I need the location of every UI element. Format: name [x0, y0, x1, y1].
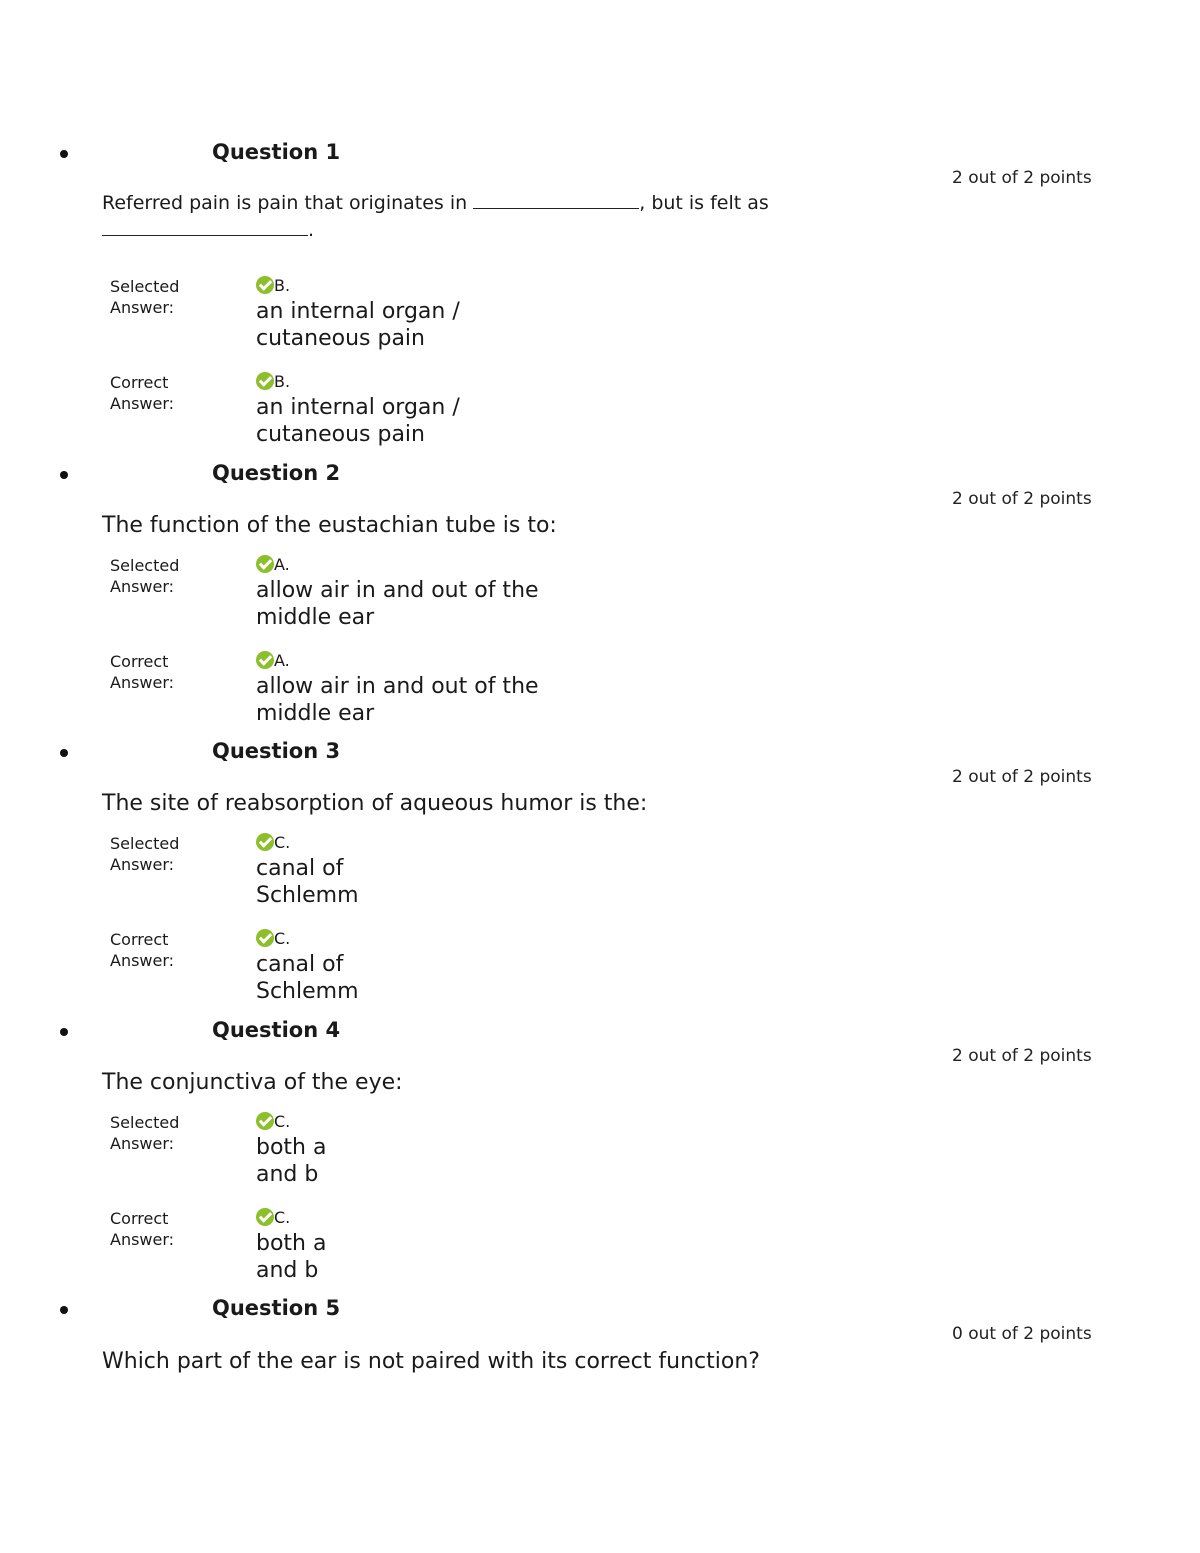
correct-answer-text: canal of Schlemm — [256, 952, 359, 1004]
correct-answer-label: Correct Answer: — [110, 373, 175, 413]
question-title: Question 3 — [212, 739, 341, 763]
question-text: Which part of the ear is not paired with its correct function? — [102, 1349, 760, 1374]
selected-answer-letter: A. — [256, 555, 290, 575]
correct-answer-letter: C. — [256, 929, 290, 949]
check-circle-icon — [256, 929, 274, 947]
selected-answer-label: Selected Answer: — [110, 1113, 180, 1153]
selected-answer-letter: B. — [256, 276, 290, 296]
selected-answer-letter: C. — [256, 1112, 290, 1132]
points-score: 2 out of 2 points — [952, 489, 1092, 509]
selected-answer-text: both a and b — [256, 1135, 327, 1187]
correct-answer-text: allow air in and out of the middle ear — [256, 674, 539, 726]
selected-answer-text: canal of Schlemm — [256, 856, 359, 908]
selected-answer-label: Selected Answer: — [110, 834, 180, 874]
points-score: 2 out of 2 points — [952, 767, 1092, 787]
correct-answer-text: an internal organ / cutaneous pain — [256, 395, 460, 447]
bullet — [60, 471, 68, 479]
question-title: Question 4 — [212, 1018, 341, 1042]
points-score: 2 out of 2 points — [952, 1046, 1092, 1066]
question-text — [102, 190, 822, 244]
question-text-part: Referred pain is pain that originates in — [102, 192, 474, 214]
question-title: Question 5 — [212, 1296, 341, 1320]
selected-answer-text: an internal organ / cutaneous pain — [256, 299, 460, 351]
selected-answer-label: Selected Answer: — [110, 556, 180, 596]
correct-answer-letter: B. — [256, 372, 290, 392]
correct-answer-label: Correct Answer: — [110, 1209, 175, 1249]
correct-answer-letter: C. — [256, 1208, 290, 1228]
question-text: The site of reabsorption of aqueous humor is the: — [102, 791, 648, 816]
correct-answer-label: Correct Answer: — [110, 930, 175, 970]
selected-answer-label: Selected Answer: — [110, 277, 180, 317]
points-score: 0 out of 2 points — [952, 1324, 1092, 1344]
selected-answer-letter: C. — [256, 833, 290, 853]
question-title: Question 1 — [212, 140, 341, 164]
check-circle-icon — [256, 555, 274, 573]
check-circle-icon — [256, 833, 274, 851]
question-text-part: , but is felt as — [639, 192, 769, 214]
question-title: Question 2 — [212, 461, 341, 485]
question-text: The function of the eustachian tube is to: — [102, 513, 557, 538]
bullet — [60, 1028, 68, 1036]
selected-answer-text: allow air in and out of the middle ear — [256, 578, 539, 630]
bullet — [60, 749, 68, 757]
check-circle-icon — [256, 1208, 274, 1226]
answer-blank — [473, 190, 639, 209]
bullet — [60, 150, 68, 158]
points-score: 2 out of 2 points — [952, 168, 1092, 188]
correct-answer-text: both a and b — [256, 1231, 327, 1283]
correct-answer-letter: A. — [256, 651, 290, 671]
check-circle-icon — [256, 276, 274, 294]
question-text-part: . — [308, 219, 315, 241]
check-circle-icon — [256, 651, 274, 669]
answer-blank — [102, 217, 308, 236]
question-text: The conjunctiva of the eye: — [102, 1070, 403, 1095]
correct-answer-label: Correct Answer: — [110, 652, 175, 692]
check-circle-icon — [256, 372, 274, 390]
check-circle-icon — [256, 1112, 274, 1130]
bullet — [60, 1306, 68, 1314]
